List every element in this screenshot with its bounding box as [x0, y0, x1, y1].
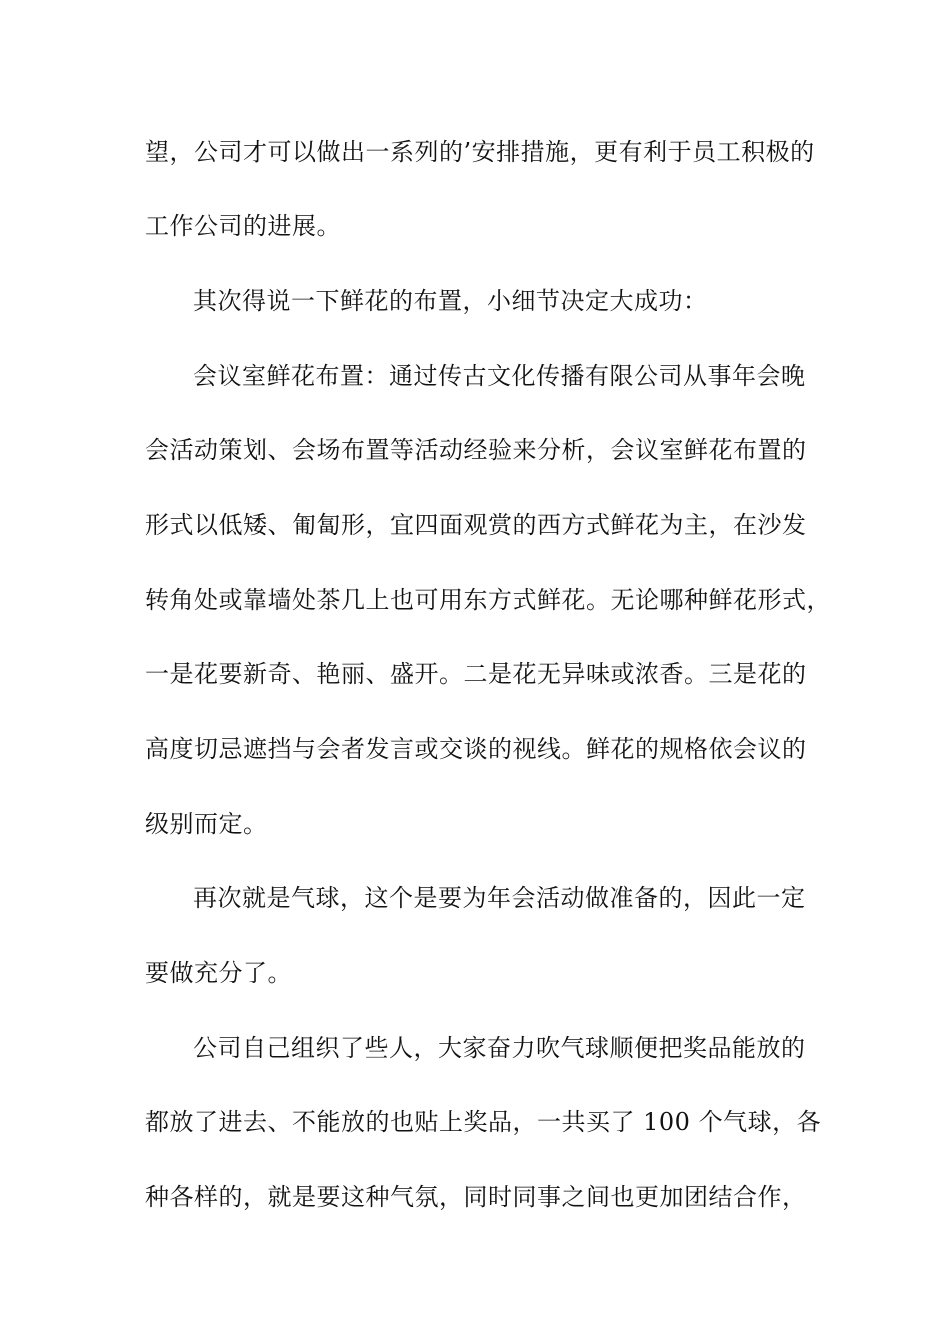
text-line: 望，公司才可以做出一系列的’安排措施，更有利于员工积极的: [145, 138, 815, 166]
text-line: 级别而定。: [145, 810, 268, 838]
paragraph-start: 再次就是气球，这个是要为年会活动做准备的，因此一定: [193, 884, 806, 912]
text-line: 一是花要新奇、艳丽、盛开。二是花无异味或浓香。三是花的: [145, 660, 807, 688]
text-line: 都放了进去、不能放的也贴上奖品，一共买了 100 个气球，各: [145, 1108, 822, 1136]
text-line: 种各样的，就是要这种气氛，同时同事之间也更加团结合作，: [145, 1183, 807, 1211]
paragraph-start: 公司自己组织了些人，大家奋力吹气球顺便把奖品能放的: [193, 1034, 806, 1062]
text-line: 转角处或靠墙处茶几上也可用东方式鲜花。无论哪种鲜花形式，: [145, 586, 831, 614]
text-line: 会活动策划、会场布置等活动经验来分析，会议室鲜花布置的: [145, 436, 807, 464]
paragraph-start: 会议室鲜花布置：通过传古文化传播有限公司从事年会晚: [193, 362, 806, 390]
text-line: 形式以低矮、匍匐形，宜四面观赏的西方式鲜花为主，在沙发: [145, 511, 807, 539]
text-line: 要做充分了。: [145, 959, 292, 987]
text-line: 工作公司的进展。: [145, 212, 341, 240]
paragraph-start: 其次得说一下鲜花的布置，小细节决定大成功：: [193, 287, 708, 315]
text-line: 高度切忌遮挡与会者发言或交谈的视线。鲜花的规格依会议的: [145, 735, 807, 763]
